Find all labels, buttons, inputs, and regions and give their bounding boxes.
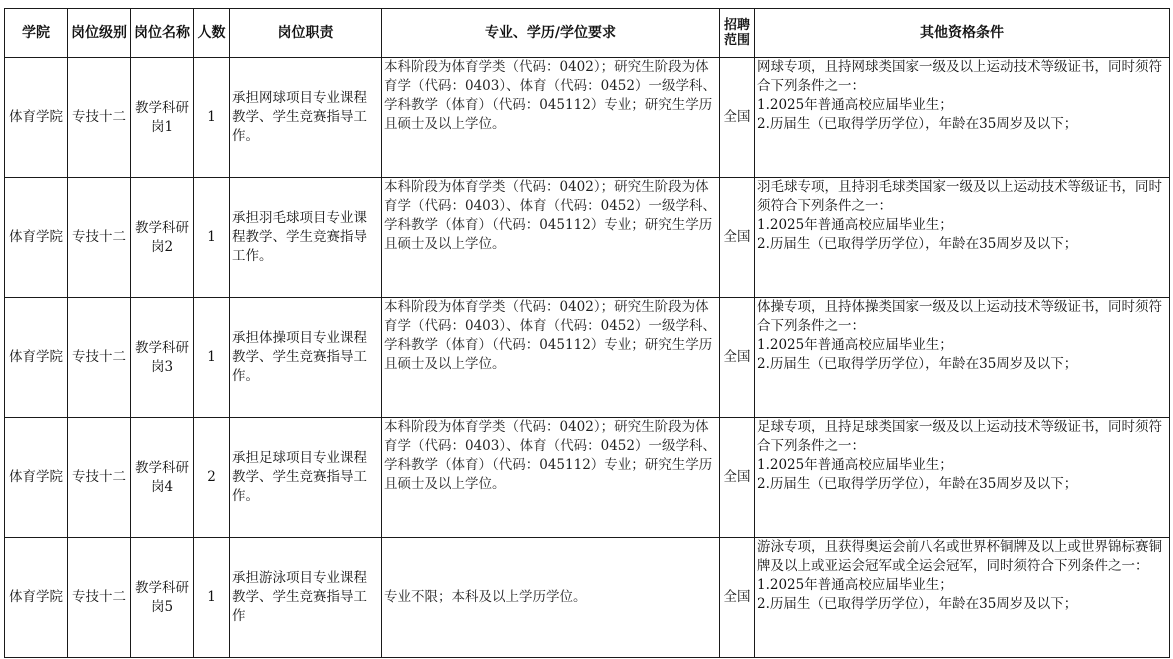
other-line: 1.2025年普通高校应届毕业生；	[757, 337, 953, 353]
duty-cell: 承担体操项目专业课程教学、学生竞赛指导工作。	[230, 298, 382, 418]
position-cell: 教学科研岗4	[131, 418, 194, 538]
requirement-cell: 本科阶段为体育学类（代码：0402）；研究生阶段为体育学（代码：0403）、体育（代码：0452）一级学科、学科教学（体育）（代码：045112）专业；研究生学历且硕士及以上学位。	[382, 178, 720, 298]
other-line: 2.历届生（已取得学历学位），年龄在35周岁及以下；	[757, 476, 1078, 492]
header-position: 岗位名称	[131, 9, 194, 58]
other-line: 足球专项，且持足球类国家一级及以上运动技术等级证书，同时须符合下列条件之一：	[757, 419, 1162, 454]
requirement-cell: 本科阶段为体育学类（代码：0402）；研究生阶段为体育学（代码：0403）、体育（代码：0452）一级学科、学科教学（体育）（代码：045112）专业；研究生学历且硕士及以上学位。	[382, 418, 720, 538]
other-line: 羽毛球专项，且持羽毛球类国家一级及以上运动技术等级证书，同时须符合下列条件之一：	[757, 179, 1162, 214]
duty-cell: 承担游泳项目专业课程教学、学生竞赛指导工作	[230, 538, 382, 658]
scope-cell: 全国	[720, 178, 755, 298]
other-line: 体操专项，且持体操类国家一级及以上运动技术等级证书，同时须符合下列条件之一：	[757, 299, 1162, 334]
other-cell	[755, 298, 1170, 418]
requirement-cell: 本科阶段为体育学类（代码：0402）；研究生阶段为体育学（代码：0403）、体育（代码：0452）一级学科、学科教学（体育）（代码：045112）专业；研究生学历且硕士及以上学位。	[382, 298, 720, 418]
other-line: 2.历届生（已取得学历学位），年龄在35周岁及以下；	[757, 596, 1078, 612]
recruitment-table	[4, 8, 1170, 658]
college-cell: 体育学院	[5, 58, 68, 178]
other-line: 1.2025年普通高校应届毕业生；	[757, 577, 953, 593]
other-line: 1.2025年普通高校应届毕业生；	[757, 457, 953, 473]
requirement-cell: 专业不限；本科及以上学历学位。	[382, 538, 720, 658]
other-line: 2.历届生（已取得学历学位），年龄在35周岁及以下；	[757, 116, 1078, 132]
level-cell: 专技十二	[68, 418, 131, 538]
scope-cell: 全国	[720, 58, 755, 178]
level-cell: 专技十二	[68, 58, 131, 178]
count-cell: 1	[194, 538, 230, 658]
table-row	[5, 178, 1170, 298]
level-cell: 专技十二	[68, 298, 131, 418]
position-cell: 教学科研岗3	[131, 298, 194, 418]
header-duty: 岗位职责	[230, 9, 382, 58]
table-row	[5, 538, 1170, 658]
other-cell	[755, 58, 1170, 178]
level-cell: 专技十二	[68, 538, 131, 658]
other-line: 游泳专项，且获得奥运会前八名或世界杯铜牌及以上或世界锦标赛铜牌及以上或亚运会冠军或全运会冠军，同时须符合下列条件之一：	[757, 539, 1162, 574]
level-cell: 专技十二	[68, 178, 131, 298]
header-requirement: 专业、学历/学位要求	[382, 9, 720, 58]
other-line: 2.历届生（已取得学历学位），年龄在35周岁及以下；	[757, 356, 1078, 372]
college-cell: 体育学院	[5, 538, 68, 658]
other-line: 1.2025年普通高校应届毕业生；	[757, 97, 953, 113]
table-row	[5, 298, 1170, 418]
other-line: 网球专项，且持网球类国家一级及以上运动技术等级证书，同时须符合下列条件之一：	[757, 59, 1162, 94]
duty-cell: 承担羽毛球项目专业课程教学、学生竞赛指导工作。	[230, 178, 382, 298]
scope-cell: 全国	[720, 538, 755, 658]
position-cell: 教学科研岗2	[131, 178, 194, 298]
college-cell: 体育学院	[5, 298, 68, 418]
duty-cell: 承担足球项目专业课程教学、学生竞赛指导工作。	[230, 418, 382, 538]
table-row	[5, 418, 1170, 538]
college-cell: 体育学院	[5, 178, 68, 298]
duty-cell: 承担网球项目专业课程教学、学生竞赛指导工作。	[230, 58, 382, 178]
other-cell	[755, 418, 1170, 538]
header-level: 岗位级别	[68, 9, 131, 58]
other-cell	[755, 178, 1170, 298]
other-cell	[755, 538, 1170, 658]
requirement-cell: 本科阶段为体育学类（代码：0402）；研究生阶段为体育学（代码：0403）、体育（代码：0452）一级学科、学科教学（体育）（代码：045112）专业；研究生学历且硕士及以上学位。	[382, 58, 720, 178]
count-cell: 2	[194, 418, 230, 538]
header-college: 学院	[5, 9, 68, 58]
header-other: 其他资格条件	[755, 9, 1170, 58]
header-scope: 招聘范围	[720, 9, 755, 58]
position-cell: 教学科研岗1	[131, 58, 194, 178]
header-count: 人数	[194, 9, 230, 58]
table-row	[5, 58, 1170, 178]
count-cell: 1	[194, 178, 230, 298]
scope-cell: 全国	[720, 418, 755, 538]
scope-cell: 全国	[720, 298, 755, 418]
other-line: 1.2025年普通高校应届毕业生；	[757, 217, 953, 233]
header-row	[5, 9, 1170, 58]
college-cell: 体育学院	[5, 418, 68, 538]
count-cell: 1	[194, 298, 230, 418]
other-line: 2.历届生（已取得学历学位），年龄在35周岁及以下；	[757, 236, 1078, 252]
count-cell: 1	[194, 58, 230, 178]
position-cell: 教学科研岗5	[131, 538, 194, 658]
